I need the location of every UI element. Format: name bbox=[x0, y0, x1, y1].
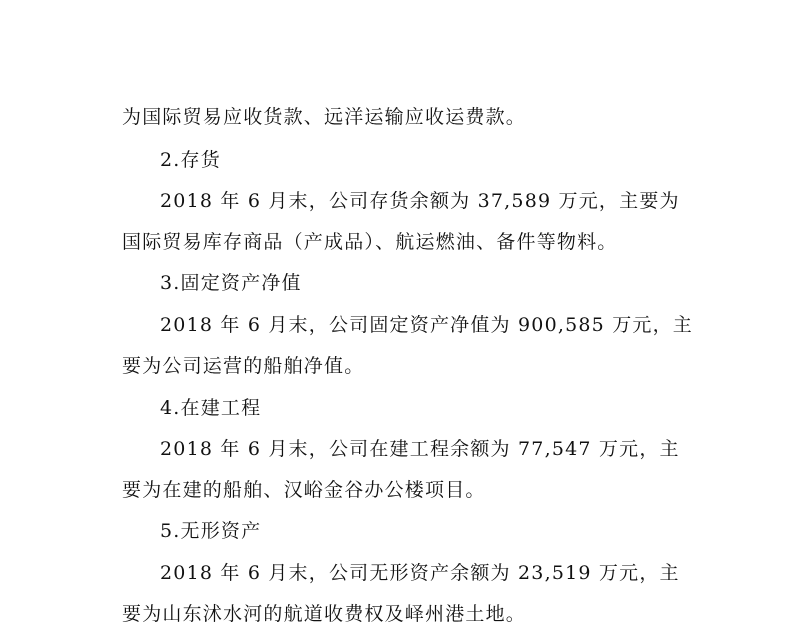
paragraph-line: 国际贸易库存商品（产成品）、航运燃油、备件等物料。 bbox=[122, 231, 618, 253]
paragraph-line: 为国际贸易应收货款、远洋运输应收运费款。 bbox=[122, 106, 527, 128]
paragraph-line: 要为在建的船舶、汉峪金谷办公楼项目。 bbox=[122, 479, 486, 501]
paragraph-line: 要为山东沭水河的航道收费权及峄州港土地。 bbox=[122, 603, 527, 625]
section-heading-inventory: 2.存货 bbox=[160, 149, 221, 171]
paragraph-line: 2018 年 6 月末，公司固定资产净值为 900,585 万元，主 bbox=[160, 314, 694, 336]
paragraph-line: 2018 年 6 月末，公司在建工程余额为 77,547 万元，主 bbox=[160, 438, 680, 460]
section-heading-fixed-assets: 3.固定资产净值 bbox=[160, 272, 302, 294]
section-heading-intangible-assets: 5.无形资产 bbox=[160, 520, 262, 542]
section-heading-construction: 4.在建工程 bbox=[160, 397, 262, 419]
paragraph-line: 要为公司运营的船舶净值。 bbox=[122, 355, 365, 377]
paragraph-line: 2018 年 6 月末，公司无形资产余额为 23,519 万元，主 bbox=[160, 562, 680, 584]
paragraph-line: 2018 年 6 月末，公司存货余额为 37,589 万元，主要为 bbox=[160, 190, 680, 212]
